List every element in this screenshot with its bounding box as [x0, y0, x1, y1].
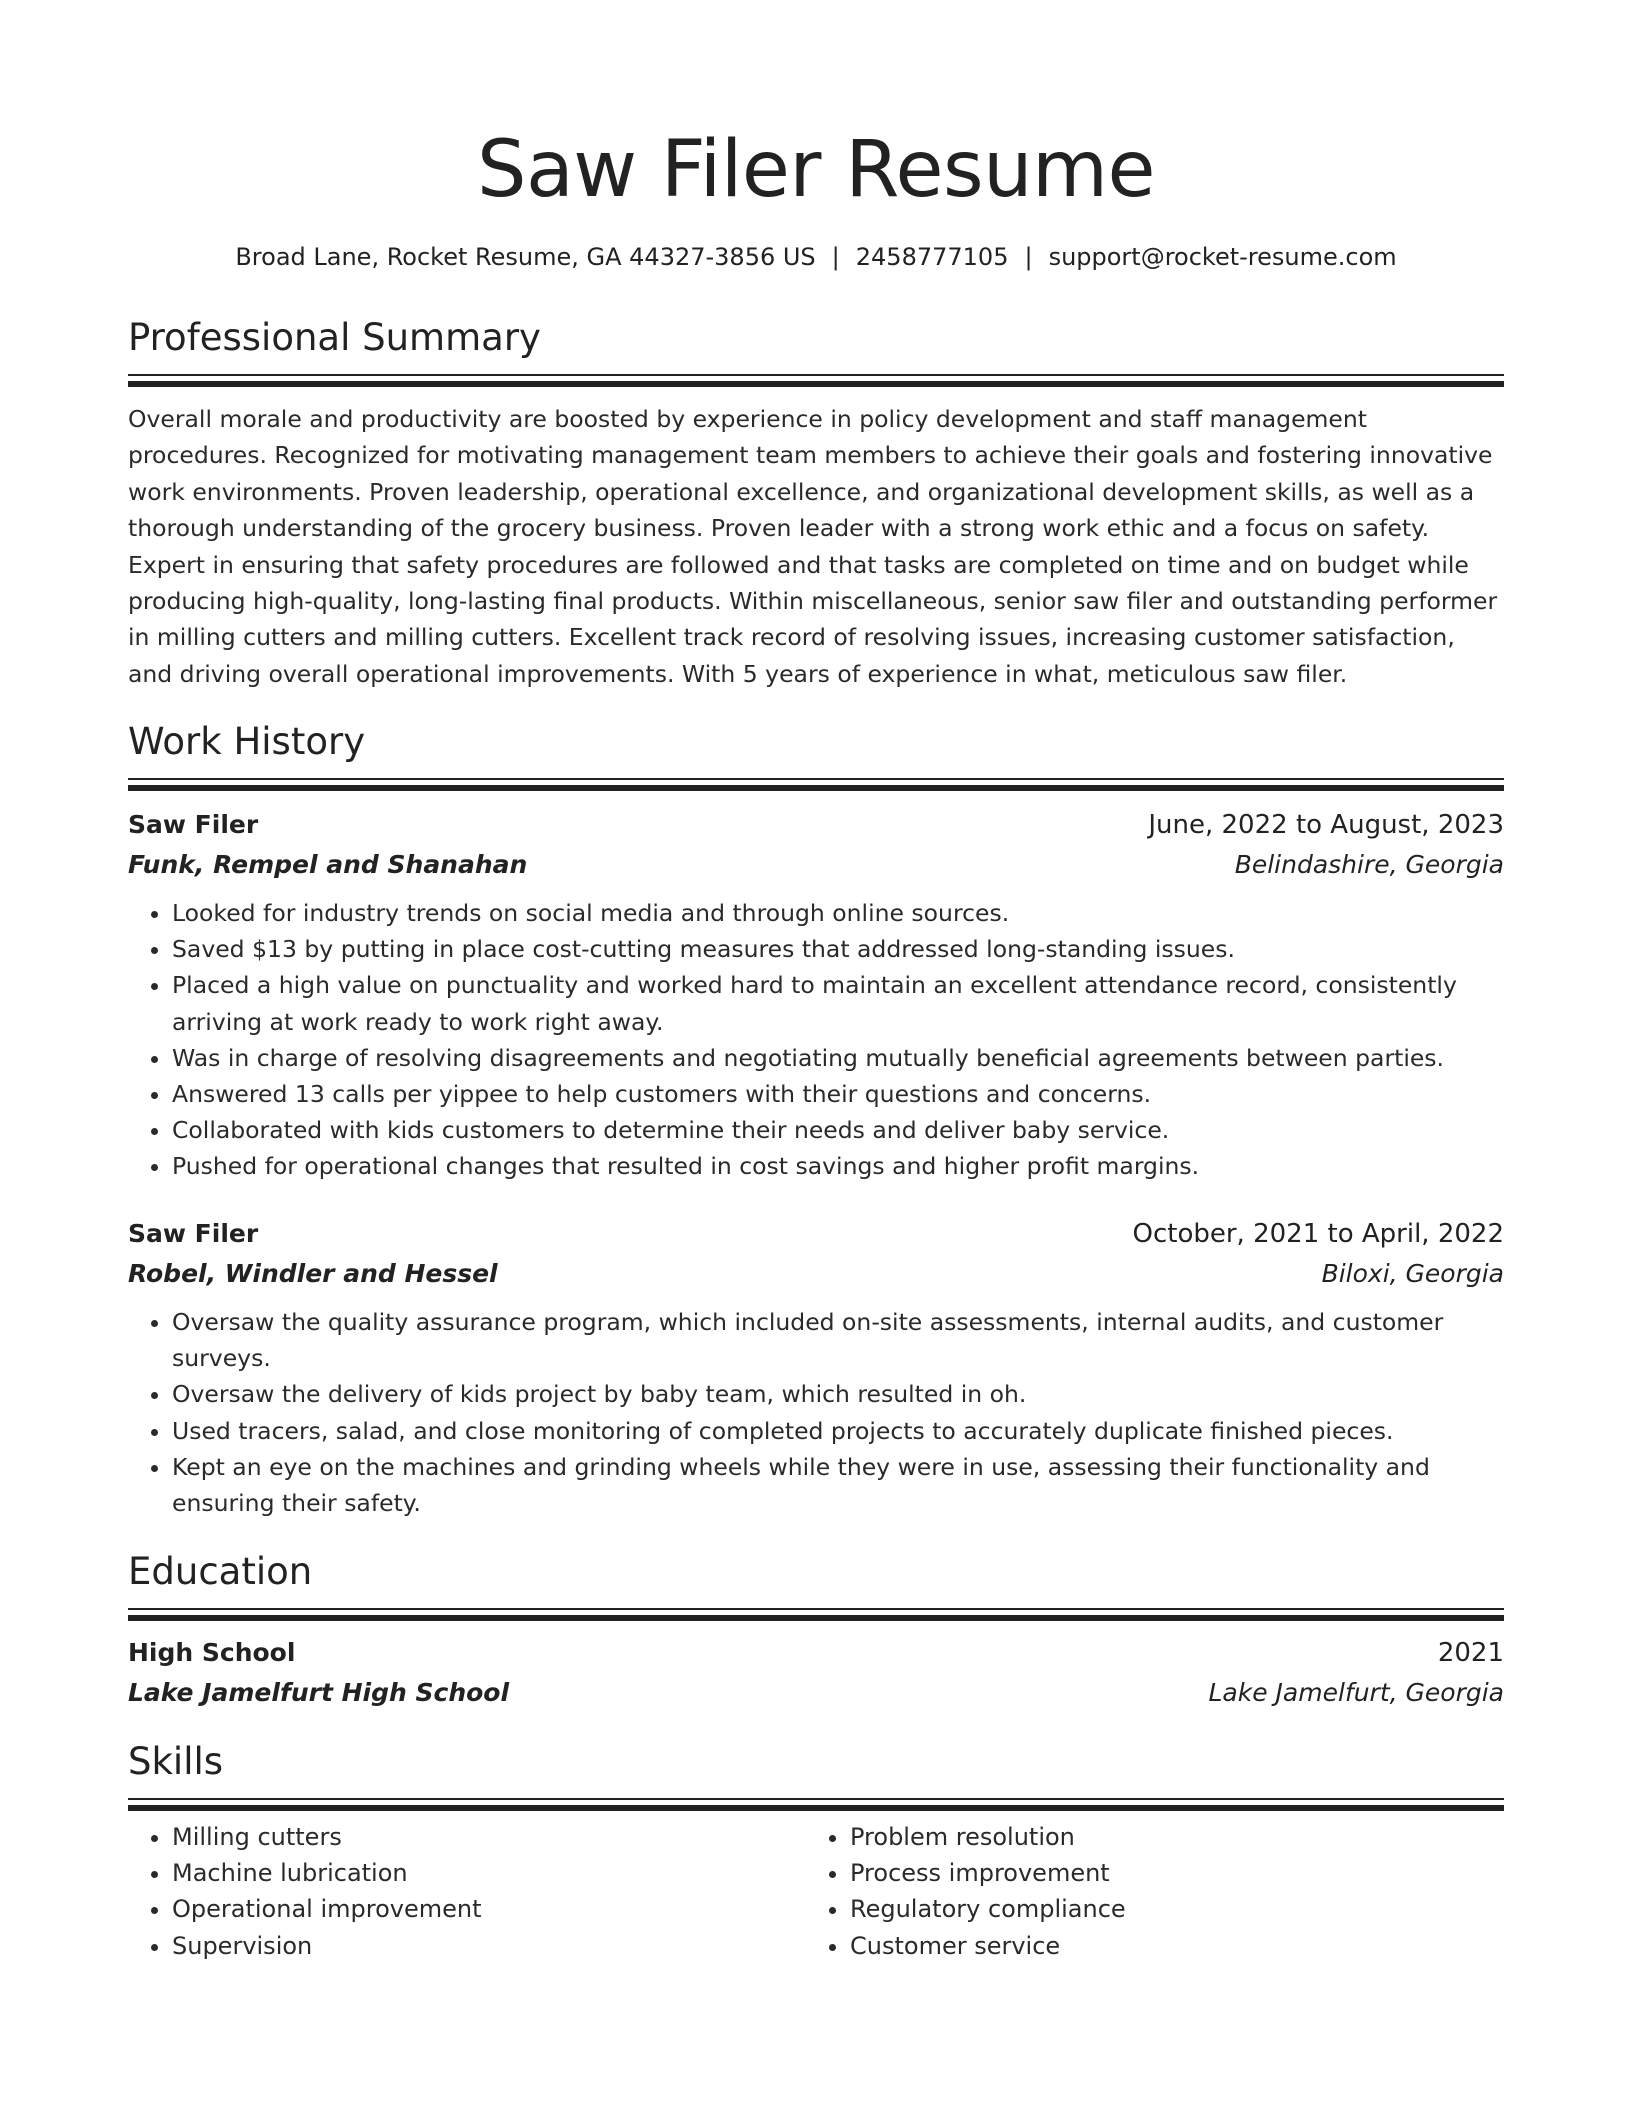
education-section: [128, 1548, 1504, 1713]
job-bullets: [128, 1304, 1504, 1521]
job-entry: [128, 805, 1504, 1185]
list-item: • Answered 13 calls per yippee to help customers with their questions and concerns.: [172, 1076, 1504, 1112]
section-rule: [128, 1798, 1504, 1811]
section-title-summary: Professional Summary: [128, 316, 541, 359]
job-header: [128, 1214, 1504, 1254]
skill-item: • Milling cutters: [172, 1819, 806, 1855]
list-item: • Kept an eye on the machines and grinding wheels while they were in use, assessing their functionality and ensuring their safety.: [172, 1449, 1504, 1521]
summary-text: Overall morale and productivity are boosted by experience in policy development and staff management procedures. Recognized for motivating management team members to achieve their goals and fostering innovative work environments. Proven leadership, operational excellence, and organizational development skills, as well as a thorough understanding of the grocery business. Proven leader with a strong work ethic and a focus on safety. Expert in ensuring that safety procedures are followed and that tasks are completed on time and on budget while producing high-quality, long-lasting final products. Within miscellaneous, senior saw filer and outstanding performer in milling cutters and milling cutters. Excellent track record of resolving issues, increasing customer satisfaction, and driving overall operational improvements. With 5 years of experience in what, meticulous saw filer.: [128, 405, 1498, 688]
job-location: Biloxi, Georgia: [1321, 1259, 1504, 1288]
skills-column-left: [128, 1819, 806, 1964]
skill-item: • Machine lubrication: [172, 1855, 806, 1891]
job-dates: June, 2022 to August, 2023: [1148, 810, 1504, 840]
contact-line: [128, 240, 1504, 274]
job-role: Saw Filer: [128, 810, 259, 839]
list-item: • Was in charge of resolving disagreements and negotiating mutually beneficial agreements between parties.: [172, 1040, 1504, 1076]
job-bullets: [128, 895, 1504, 1185]
work-history-section: [128, 718, 1504, 1185]
skill-item: • Process improvement: [850, 1855, 1484, 1891]
job-company: Funk, Rempel and Shanahan: [128, 850, 528, 879]
contact-email: support@rocket-resume.com: [1048, 243, 1397, 271]
job-dates: October, 2021 to April, 2022: [1132, 1219, 1504, 1249]
job-subheader: [128, 1254, 1504, 1294]
education-location: Lake Jamelfurt, Georgia: [1208, 1678, 1504, 1707]
education-entry: [128, 1633, 1504, 1713]
job-location: Belindashire, Georgia: [1234, 850, 1504, 879]
contact-address: Broad Lane, Rocket Resume, GA 44327-3856 US: [235, 243, 816, 271]
section-title-work: Work History: [128, 720, 366, 763]
education-subheader: [128, 1673, 1504, 1713]
resume-title: Saw Filer Resume: [476, 125, 1155, 215]
skill-item: • Customer service: [850, 1928, 1484, 1964]
list-item: • Placed a high value on punctuality and worked hard to maintain an excellent attendance record, consistently arriving at work ready to work right away.: [172, 967, 1504, 1039]
list-item: • Collaborated with kids customers to determine their needs and deliver baby service.: [172, 1112, 1504, 1148]
list-item: • Oversaw the quality assurance program, which included on-site assessments, internal audits, and customer surveys.: [172, 1304, 1504, 1376]
skills-section: [128, 1738, 1504, 1964]
education-year: 2021: [1437, 1638, 1504, 1668]
skill-item: • Regulatory compliance: [850, 1891, 1484, 1927]
skill-item: • Problem resolution: [850, 1819, 1484, 1855]
section-rule: [128, 1608, 1504, 1621]
summary-section: [128, 314, 1504, 692]
job-entry-2: [128, 1214, 1504, 1521]
contact-phone: 2458777105: [855, 243, 1009, 271]
skill-item: • Operational improvement: [172, 1891, 806, 1927]
skills-grid: [128, 1819, 1504, 1964]
section-title-education: Education: [128, 1550, 313, 1593]
list-item: • Oversaw the delivery of kids project by baby team, which resulted in oh.: [172, 1376, 1504, 1412]
job-header: [128, 805, 1504, 845]
job-company: Robel, Windler and Hessel: [128, 1259, 498, 1288]
list-item: • Used tracers, salad, and close monitoring of completed projects to accurately duplicate finished pieces.: [172, 1413, 1504, 1449]
list-item: • Pushed for operational changes that resulted in cost savings and higher profit margins.: [172, 1148, 1504, 1184]
skills-column-right: [806, 1819, 1484, 1964]
education-header: [128, 1633, 1504, 1673]
section-title-skills: Skills: [128, 1740, 224, 1783]
section-rule: [128, 374, 1504, 387]
job-role: Saw Filer: [128, 1219, 259, 1248]
skill-item: • Supervision: [172, 1928, 806, 1964]
education-degree: High School: [128, 1638, 296, 1667]
list-item: • Saved $13 by putting in place cost-cutting measures that addressed long-standing issues.: [172, 931, 1504, 967]
contact-separator: |: [831, 243, 840, 271]
section-rule: [128, 778, 1504, 791]
education-school: Lake Jamelfurt High School: [128, 1678, 510, 1707]
list-item: • Looked for industry trends on social media and through online sources.: [172, 895, 1504, 931]
resume-page: [128, 0, 1504, 1960]
job-subheader: [128, 845, 1504, 885]
contact-separator: |: [1024, 243, 1033, 271]
